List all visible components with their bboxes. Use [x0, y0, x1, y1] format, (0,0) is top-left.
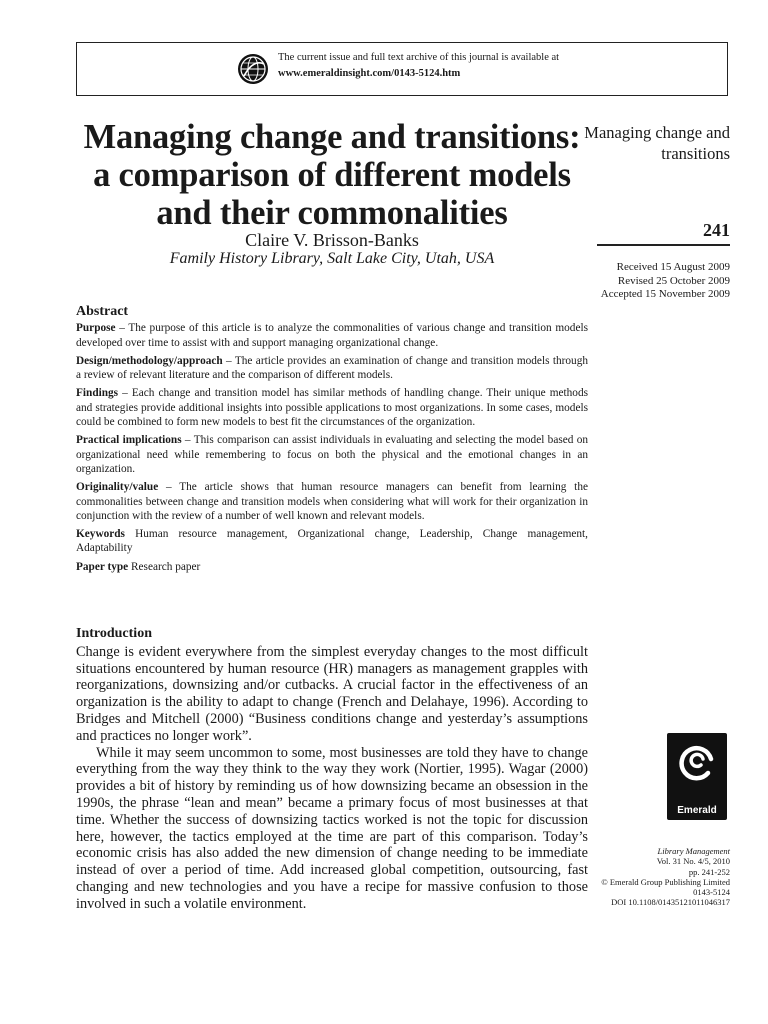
- doi: DOI 10.1108/01435121011046317: [611, 897, 730, 908]
- revised-date: Revised 25 October 2009: [617, 274, 730, 287]
- sidebar-rule: [597, 244, 730, 246]
- abstract-keywords: [76, 527, 588, 556]
- abstract-heading: Abstract: [76, 304, 129, 319]
- intro-paragraph-1: Change is evident everywhere from the simplest everyday changes to the most difficult situations encountered by human resource (HR) managers as management grapples with reorganizations, downsizing and/or cutbacks. A crucial factor in the effectiveness of an organization is the ability to adapt to change (French and Delahaye, 1996). According to Bridges and Mitchell (2000) “Business conditions change and yesterday’s assumptions and practices no longer work”.: [76, 643, 588, 744]
- author-affiliation: Family History Library, Salt Lake City, Utah, USA: [169, 250, 495, 267]
- papertype-text: Research paper: [128, 560, 201, 573]
- emerald-logo: [667, 733, 727, 820]
- emerald-swirl-icon: [667, 733, 727, 799]
- journal-pages: pp. 241-252: [688, 866, 730, 877]
- article-title: Managing change and transitions: a comparison of different models and their commonalities: [83, 118, 581, 232]
- papertype-label: Paper type: [76, 560, 129, 573]
- abstract-section: [76, 305, 588, 578]
- journal-name: Library Management: [657, 846, 730, 856]
- publication-info: [550, 846, 730, 908]
- copyright-notice: © Emerald Group Publishing Limited: [601, 876, 730, 887]
- accepted-date: Accepted 15 November 2009: [600, 288, 730, 300]
- journal-url-link[interactable]: www.emeraldinsight.com/0143-5124.htm: [278, 68, 461, 79]
- keywords-label: Keywords: [76, 528, 125, 541]
- running-title: Managing change and transitions: [584, 123, 730, 163]
- notice-text: The current issue and full text archive of this journal is available at: [278, 52, 560, 63]
- abstract-papertype: [76, 560, 588, 574]
- practical-text: – This comparison can assist individuals in evaluating and selecting the model based on organizational need while remembering to focus on both the physical and the emotional changes in an organization.: [76, 434, 589, 475]
- page-number: 241: [703, 220, 730, 240]
- introduction-section: [76, 626, 588, 913]
- abstract-findings: [76, 386, 588, 429]
- issn: 0143-5124: [693, 887, 730, 898]
- findings-text: – Each change and transition model has similar methods of handling change. Their unique methods and strategies provide additional insights into possible applications to most organizations. In some cases, models could be combined to form new models to best fit the circumstances of the organization.: [76, 387, 588, 429]
- submission-dates: [601, 261, 730, 302]
- findings-label: Findings: [76, 387, 119, 400]
- originality-label: Originality/value: [76, 481, 159, 494]
- abstract-design: [76, 354, 588, 383]
- practical-label: Practical implications: [76, 434, 182, 447]
- design-label: Design/methodology/approach: [76, 354, 223, 367]
- keywords-text: Human resource management, Organizational change, Leadership, Change management, Adaptability: [76, 528, 588, 555]
- journal-notice-box: [76, 42, 728, 96]
- abstract-practical: [76, 433, 588, 476]
- intro-paragraph-2: While it may seem uncommon to some, most businesses are told they have to change everything from the way they think to the way they work (Nortier, 1995). Wagar (2000) provides a bit of history by reminding us of how downsizing became an obsession in the 1990s, the phrase “lean and mean” became a primary focus of most businesses at that time. Whether the success of downsizing tactics worked is not the topic for discussion here, however, the tactics employed at the time are part of this comparison. Today’s economic crisis has also added the new dimension of change needing to be immediate instead of over a period of time. Add increased global competition, outsourcing, fast changing and new technologies and you have a recipe for massive confusion to those involved in such a volatile environment.: [76, 744, 588, 912]
- purpose-text: – The purpose of this article is to analyze the commonalities of various change and transition models developed over time to assist with and support managing organizational change.: [76, 322, 588, 349]
- author-name: Claire V. Brisson-Banks: [245, 230, 419, 250]
- journal-volume: Vol. 31 No. 4/5, 2010: [656, 856, 730, 867]
- originality-text: – The article shows that human resource managers can benefit from learning the commonalities between change and transition models when considering what will work for their organization in conjunction with the review of a number of well known and relevant models.: [76, 481, 588, 522]
- logo-wordmark: Emerald: [677, 805, 717, 816]
- globe-icon: [237, 53, 269, 85]
- abstract-purpose: [76, 321, 588, 350]
- purpose-label: Purpose: [76, 322, 116, 335]
- introduction-heading: Introduction: [76, 626, 152, 641]
- design-text: – The article provides an examination of change and transition models through a review of relevant literature and the comparison of different models.: [76, 354, 588, 382]
- received-date: Received 15 August 2009: [616, 261, 730, 273]
- abstract-originality: [76, 480, 588, 523]
